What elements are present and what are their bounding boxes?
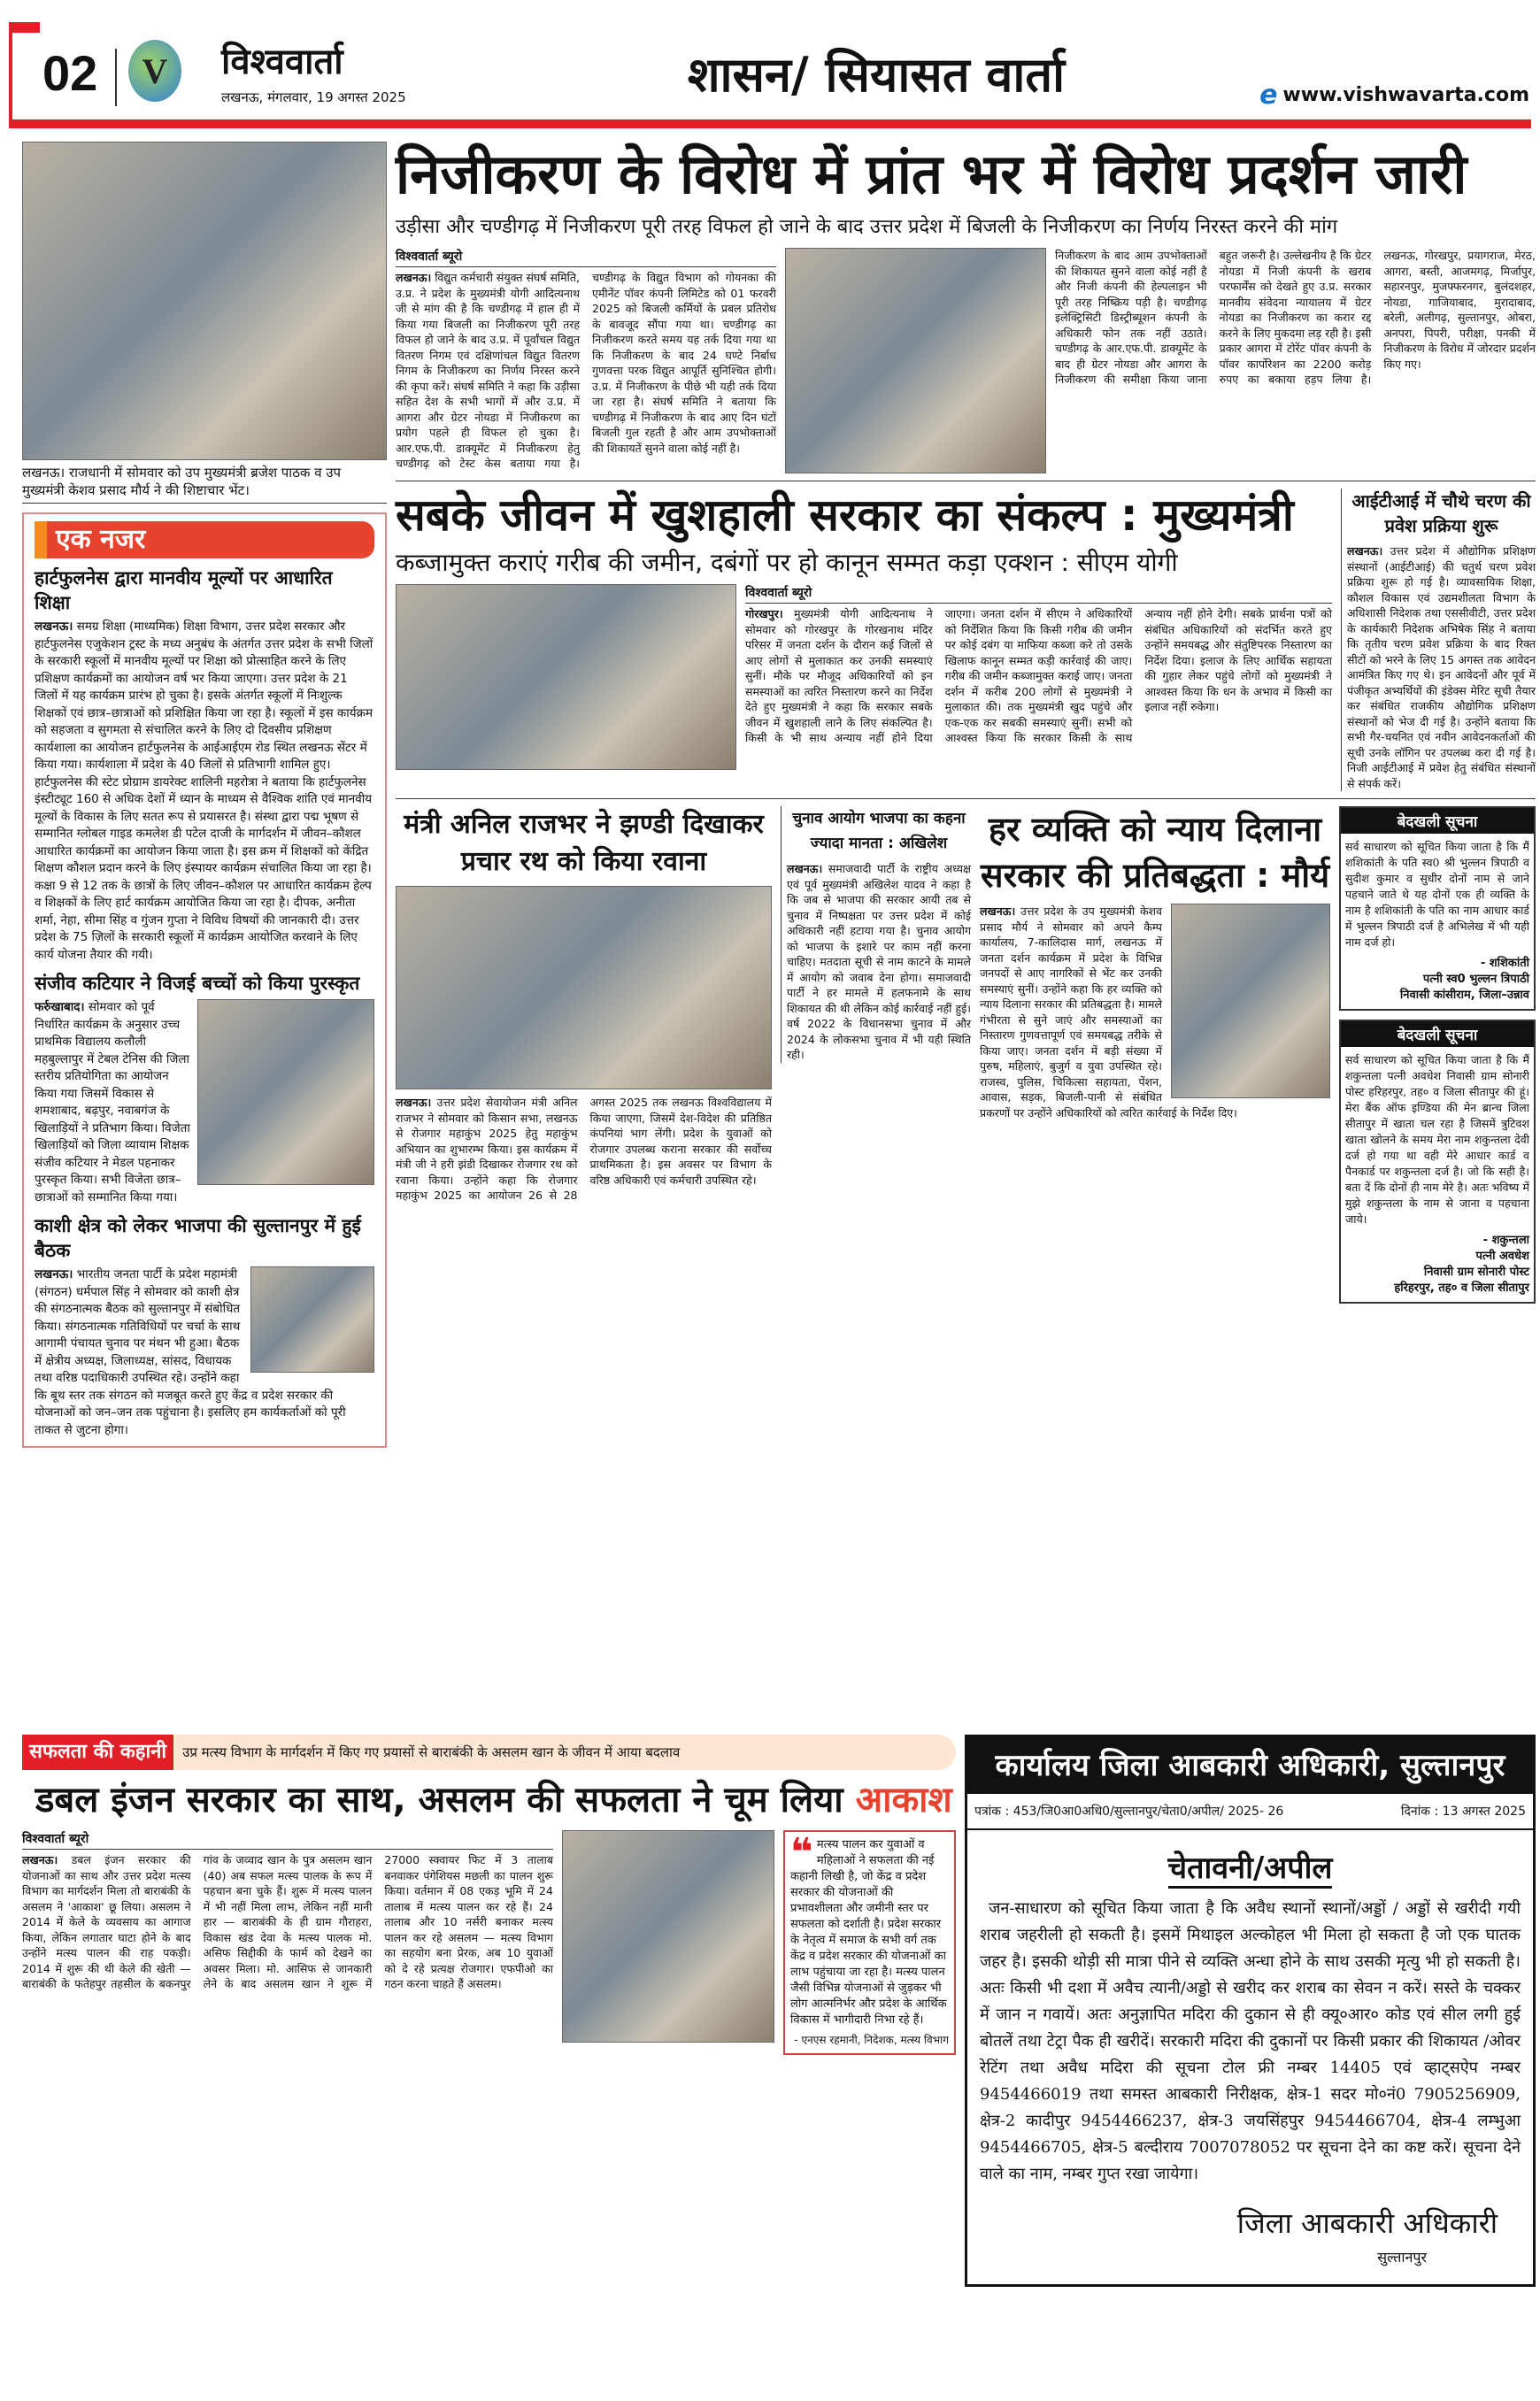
excise-signatory: जिला आबकारी अधिकारी [1236,2206,1498,2240]
cm-headline: सबके जीवन में खुशहाली सरकार का संकल्प : मुख्यमंत्री [396,489,1294,542]
iti-body: लखनऊ। उत्तर प्रदेश में औद्योगिक प्रशिक्षण संस्थानों (आईटीआई) की चतुर्थ चरण प्रवेश प्रक्रिया शुरू हो गई है। व्यावसायिक शिक्षा, कौशल विकास एवं उद्यमशीलता विभाग के अधिशासी निदेशक तथा एससीवीटी, उत्तर प्रदेश के कार्यकारी निदेशक अभिषेक सिंह ने बताया कि तृतीय चरण प्रवेश प्रक्रिया के बाद रिक्त सीटों को भरने के लिए 15 अगस्त तक आवेदन आमंत्रित किए गए थे। इन आवेदनों और पूर्व में पंजीकृत अभ्यर्थियों की इंडेक्स मेरिट सूची तैयार कर संबंधित राजकीय औद्योगिक प्रशिक्षण संस्थानों को भेज दी गई है। उन्होंने बताया कि सभी गैर-चयनित एवं नवीन आवेदनकर्ताओं की सूची उनके लॉगिन पर उपलब्ध करा दी गई है। निजी आईटीआई में प्रवेश हेतु संबंधित संस्थानों से संपर्क करें। [1347,544,1536,790]
excise-signatory-place: सुल्तानपुर [1377,2249,1427,2266]
website-link[interactable] [1259,80,1529,111]
header-bracket [9,22,40,124]
notices-column [1339,806,1536,1312]
excise-notice [965,1735,1536,2287]
success-story-banner [22,1735,956,1770]
maurya-photo [1171,904,1330,1098]
lead-subhead: उड़ीसा और चण्डीगढ़ में निजीकरण पूरी तरह विफल हो जाने के बाद उत्तर प्रदेश में बिजली के निजीकरण का निर्णय निरस्त करने की मांग [396,216,1338,239]
notice-body: सर्व साधारण को सूचित किया जाता है कि मैं शकुन्तला पत्नी अवधेश निवासी ग्राम सोनारी पोस्ट हरिहरपुर, तह० व जिला सीतापुर की हूं। मेरा बैंक ऑफ इण्डिया की मेन ब्रान्च जिला सीतापुर में खाता चल रहा है जिसमें त्रुटिवश खाता खोलने के समय मेरा नाम शकुन्तला देवी दर्ज हो गया था वही मेरे आधार कार्ड व पैनकार्ड पर शकुन्तला दर्ज है। जो कि सही है। बता दें कि दोनों ही नाम मेरे है। अतः भविष्य में मुझे शकुन्तला के नाम से जाना व पहचाना जाये। [1345,1053,1529,1227]
akhilesh-body: लखनऊ। समाजवादी पार्टी के राष्ट्रीय अध्यक्ष एवं पूर्व मुख्यमंत्री अखिलेश यादव ने कहा है कि जब से भाजपा की सरकार आयी तब से चुनाव में निष्पक्षता पर उत्तर प्रदेश में कोई अधिकारी नहीं हटाया गया है। चुनाव आयोग को भाजपा के इशारे पर काम नहीं करना चाहिए। मतदाता सूची से नाम काटने के मामले में आयोग को जवाब देना होगा। समाजवादी पार्टी ने हर मामले में हलफनामे के साथ शिकायत की थी लेकिन कोई कार्रवाई नहीं हुई। वर्ष 2022 के विधानसभा चुनाव में और 2024 के लोकसभा चुनाव में भी यही स्थिति रही। [787,862,971,1062]
bjp-meeting-photo [250,1266,374,1373]
janata-darshan-photo [396,584,736,770]
lead-body-right: निजीकरण के बाद आम उपभोक्ताओं की शिकायत सुनने वाला कोई नहीं है और निजी कंपनी की हेल्पलाइन भी पूरी तरह निष्क्रिय पड़ी है। चण्डीगढ़ इलेक्ट्रिसिटी डिस्ट्रीब्यूशन कंपनी के अधिकारी फोन तक नहीं उठाते। चण्डीगढ़ के आर.एफ.पी. डाक्यूमेंट के बाद ही ग्रेटर नोयडा और आगरा के निजीकरण की समीक्षा किया जाना बहुत जरूरी है। उल्लेखनीय है कि ग्रेटर नोयडा में निजी कंपनी के खराब परफार्मेंस को देखते हुए उ.प्र. सरकार मानवीय संवेदना न्यायालय में ग्रेटर नोयडा का निजीकरण का करार रद्द करने के लिए मुकदमा लड़ रही है। इसी प्रकार आगरा में टोरेंट पॉवर कंपनी के पॉवर कार्पोरेशन का 2200 करोड़ रुपए का बकाया हड़प लिया है। लखनऊ, गोरखपुर, प्रयागराज, मेरठ, आगरा, बस्ती, आजमगढ़, मिर्जापुर, सहारनपुर, मुजफ्फरनगर, बुलंदशहर, नोयडा, गाजियाबाद, मुरादाबाद, बरेली, अलीगढ़, सुल्तानपुर, ओबरा, अनपरा, पिपरी, परीक्षा, पनकी में निजीकरण के विरोध में जोरदार प्रदर्शन किए गए। [1055,249,1536,387]
left-column [22,142,387,1448]
story-headline: हार्टफुलनेस द्वारा मानवीय मूल्यों पर आधारित शिक्षा [35,567,333,613]
byline: विश्ववार्ता ब्यूरो [745,584,1332,604]
right-column [396,142,1536,1312]
cm-body-row [396,584,1332,770]
success-row [22,1830,956,2055]
story-body: लखनऊ। समग्र शिक्षा (माध्यमिक) शिक्षा विभाग, उत्तर प्रदेश सरकार और हार्टफुलनेस एजुकेशन ट्रस्ट के मध्य अनुबंध के अंतर्गत उत्तर प्रदेश के सभी जिलों के सरकारी स्कूलों में मानवीय मूल्यों पर शिक्षा को प्रोत्साहित करने के लिए प्रशिक्षण कार्यक्रमों का आयोजन वर्ष भर किया जाएगा। उत्तर प्रदेश के 21 जिलों में यह कार्यक्रम प्रारंभ हो चुका है। इसके अंतर्गत स्कूलों में निःशुल्क शिक्षकों एवं छात्र–छात्राओं को प्रशिक्षित किया जा रहा है। स्कूलों में इस कार्यक्रम को सहजता व सुगमता से संचालित करने के लिए दो दिवसीय प्रशिक्षण कार्यशाला का आयोजन हार्टफुलनेस के आईआईएम रोड स्थित लखनऊ सेंटर में किया गया। कार्यशाला में प्रदेश के 40 जिलों से प्रतिभागी शामिल हुए। हार्टफुलनेस की स्टेट प्रोग्राम डायरेक्ट शालिनी महरोत्रा ने बताया कि हार्टफुलनेस इंस्टीट्यूट 160 से अधिक देशों में ध्यान के माध्यम से वैश्विक शांति एवं मानवीय मूल्यों के विकास के लिए सतत रूप से प्रयासरत है। संस्था द्वारा पद्म भूषण से सम्मानित ग्लोबल गाइड कमलेश डी पटेल दाजी के मार्गदर्शन में जीवन–कौशल आधारित कार्यक्रमों का आयोजन किया जाता है। इस क्रम में शिक्षकों को केंद्रित शिक्षण कौशल प्रदान करने के लिए इंस्पायर कार्यक्रम संचालित किया जा रहा है। कक्षा 9 से 12 तक के छात्रों के लिए जीवन–कौशल पर आधारित कार्यक्रम हेल्प व शिक्षकों के लिए हार्ट कार्यक्रम आयोजित किया जा रहा है। दीपक, अनीता शर्मा, नेहा, सीमा सिंह व गुंजन गुप्ता ने विविध विषयों की जानकारी दी। उत्तर प्रदेश के 75 ज़िलों के सरकारी स्कूलों में कार्यक्रम आयोजित करवाने के लिए कार्य योजना तैयार की गयी। [35,619,373,962]
ek-nazar-label: एक नजर [35,521,374,558]
success-story-tag: सफलता की कहानी [22,1735,173,1770]
rajbhar-headline: मंत्री अनिल राजभर ने झण्डी दिखाकर प्रचार रथ को किया रवाना [404,809,764,878]
story-headline: संजीव कटियार ने विजई बच्चों को किया पुरस्कृत [35,973,360,994]
notice-signature: - शशिकांती पत्नी स्व0 भुल्लन त्रिपाठी निवासी कांसीराम, जिला–उन्नाव [1399,957,1529,1003]
cm-col-1 [745,584,1332,746]
browser-icon: e [1259,80,1278,111]
akhilesh-story [781,806,971,1063]
cm-body: गोरखपुर। मुख्यमंत्री योगी आदित्यनाथ ने सोमवार को गोरखपुर के गोरखनाथ मंदिर परिसर में जनता दर्शन के दौरान कई जिलों से आए लोगों से मुलाकात कर उनकी समस्याएं सुनीं। मौके पर मौजूद अधिकारियों को इन समस्याओं का त्वरित निस्तारण करने का निर्देश देते हुए मुख्यमंत्री ने कहा कि सरकार सबके जीवन में खुशहाली लाने के लिए संकल्पित है। किसी के भी साथ अन्याय नहीं होने दिया जाएगा। जनता दर्शन में सीएम ने अधिकारियों को निर्देशित किया कि किसी गरीब की जमीन पर कोई दबंग या माफिया कब्जा करे तो उसके खिलाफ कानून सम्मत कड़ी कार्रवाई की जाए। गरीब की जमीन कब्जामुक्त कराई जाए। जनता दर्शन में करीब 200 लोगों से मुख्यमंत्री ने मुलाकात की। तक मुख्यमंत्री खुद पहुंचे और एक-एक कर सबकी समस्याएं सुनीं। सभी को आश्वस्त किया कि सरकार किसी के साथ अन्याय नहीं होने देगी। सबके प्रार्थना पत्रों को संबंधित अधिकारियों को संदर्भित करते हुए उन्होंने समयबद्ध और संतुष्टिपरक निस्तारण का निर्देश दिया। इलाज के लिए आर्थिक सहायता की गुहार लेकर पहुंचे लोगों को मुख्यमंत्री ने आश्वस्त किया कि धन के अभाव में किसी का इलाज नहीं रुकेगा। [745,607,1332,745]
excise-ref-row [967,1794,1533,1830]
akhilesh-headline: चुनाव आयोग भाजपा का कहना ज्यादा मानता : अखिलेश [792,810,966,853]
headline-accent: आकाश [855,1780,952,1820]
photo-caption: लखनऊ। राजधानी में सोमवार को उप मुख्यमंत्री ब्रजेश पाठक व उप मुख्यमंत्री केशव प्रसाद मौर्य ने की शिष्टाचार भेंट। [22,460,387,504]
ek-nazar-box [22,512,387,1448]
maurya-headline: हर व्यक्ति को न्याय दिलाना सरकार की प्रतिबद्धता : मौर्य [980,810,1330,896]
bottom-section [22,1735,1536,2287]
byline: विश्ववार्ता ब्यूरो [22,1830,553,1850]
story-headline: काशी क्षेत्र को लेकर भाजपा की सुल्तानपुर में हुई बैठक [35,1215,361,1261]
success-headline: डबल इंजन सरकार का साथ, असलम की सफलता ने चूम लिया आकाश [35,1780,952,1820]
lead-row [396,248,1536,473]
cm-story [396,489,1332,770]
page-body [22,142,1536,1448]
byline: विश्ववार्ता ब्यूरो [396,248,776,267]
notice-signature: - शकुन्तला पत्नी अवधेश निवासी ग्राम सोनारी पोस्ट हरिहरपुर, तह० व जिला सीतापुर [1394,1234,1529,1296]
iti-story [1341,489,1536,791]
photo-deputy-cms [22,142,387,460]
success-col-1 [22,1830,553,1992]
lead-headline: निजीकरण के विरोध में प्रांत भर में विरोध प्रदर्शन जारी [396,142,1467,206]
lead-body: लखनऊ। विद्युत कर्मचारी संयुक्त संघर्ष समिति, उ.प्र. ने प्रदेश के मुख्यमंत्री योगी आदित्यनाथ जी से मांग की है कि चण्डीगढ़ में हाल ही में किया गया बिजली का निजीकरण पूरी तरह विफल हो जाने के बाद उ.प्र. में पूर्वांचल विद्युत वितरण निगम एवं दक्षिणांचल विद्युत वितरण निगम के निजीकरण का निर्णय निरस्त करने की कृपा करें। संघर्ष समिति ने कहा कि उड़ीसा सहित देश के सभी भागों में और उ.प्र. में आगरा और ग्रेटर नोयडा में निजीकरण का प्रयोग पहले ही विफल हो चुका है। आर.एफ.पी. डाक्यूमेंट में निजीकरण हेतु चण्डीगढ़ को टेस्ट केस बताया गया है। चण्डीगढ़ के विद्युत विभाग को गोयनका की एमीनेंट पॉवर कंपनी लिमिटेड को 01 फरवरी 2025 को बिजली कर्मियों के प्रबल प्रतिरोध के बावजूद सौंपा गया था। चण्डीगढ़ का निजीकरण करते समय यह तर्क दिया गया था कि निजीकरण के बाद 24 घण्टे निर्बाध गुणवत्ता परक विद्युत आपूर्ति सुनिश्चित होगी। उ.प्र. में निजीकरण के पीछे भी यही तर्क दिया जा रहा है। संघर्ष समिति ने बताया कि चण्डीगढ़ में निजीकरण के बाद आए दिन घंटों बिजली गुल रहती है और आम उपभोक्ताओं की शिकायतें सुनने वाला कोई नहीं है। [396,271,776,471]
cm-subhead: कब्जामुक्त कराएं गरीब की जमीन, दबंगों पर हो कानून सम्मत कड़ा एक्शन : सीएम योगी [396,548,1178,578]
quote-author: - एनएस रहमानी, निदेशक, मत्स्य विभाग [794,2034,949,2046]
dateline: लखनऊ, मंगलवार, 19 अगस्त 2025 [221,89,406,105]
notice-title: बेदखली सूचना [1341,808,1534,834]
row-three [396,806,1536,1312]
eviction-notice [1339,806,1536,1011]
success-body: लखनऊ। डबल इंजन सरकार की योजनाओं का साथ और उत्तर प्रदेश मत्स्य विभाग का मार्गदर्शन मिला तो बाराबंकी के असलम ने 'आकाश' छू लिया। असलम ने 2014 में केले के व्यवसाय का आगाज किया, लेकिन लगातार घाटा होने के बाद उन्होंने मत्स्य पालन की राह पकड़ी। 2014 में शुरू की थी केले की खेती — बाराबंकी के फतेहपुर तहसील के बकनपुर गांव के जव्वाद खान के पुत्र असलम खान (40) अब सफल मत्स्य पालक के रूप में पहचान बना चुके हैं। शुरू में मत्स्य पालन में भी नहीं मिला लाभ, लेकिन नहीं मानी हार — बाराबंकी के ही ग्राम गौराहरा, विकास खंड देवा के मत्स्य पालक मो. असिफ सिद्दीकी के फार्म को देखने का अवसर मिला। मो. आसिफ से जानकारी लेने के बाद असलम खान ने शुरू में 27000 स्क्वायर फिट में 3 तालाब बनवाकर पंगेशियस मछली का पालन शुरू किया। वर्तमान में 08 एकड़ भूमि में 24 तालाब में मत्स्य पालन कर रहे हैं। 24 तालाब और 10 नर्सरी बनाकर मत्स्य पालन कर रहे असलम — मत्स्य विभाग का सहयोग बना प्रेरक, अब 10 युवाओं को दे रहे प्रत्यक्ष रोजगार। एफपीओ का गठन करना चाहते हैं असलम। [22,1853,553,1990]
success-story-subhead: उप्र मत्स्य विभाग के मार्गदर्शन में किए गए प्रयासों से बाराबंकी के असलम खान के जीवन में आया बदलाव [182,1744,681,1760]
notice-date: दिनांक : 13 अगस्त 2025 [1400,1805,1526,1819]
pull-quote: ❝ मत्स्य पालन कर युवाओं व महिलाओं ने सफलता की नई कहानी लिखी है, जो केंद्र व प्रदेश सरकार की योजनाओं की प्रभावशीलता और जमीनी स्तर पर सफलता को दर्शाती है। प्रदेश सरकार के नेतृत्व में समाज के सभी वर्ग तक केंद्र व प्रदेश सरकार की योजनाओं का लाभ पहुंचाया जा रहा है। मत्स्य पालन जैसी विभिन्न योजनाओं से जुड़कर भी लोग आत्मनिर्भर और प्रदेश के आर्थिक विकास में भागीदारी निभा रहे हैं। - एनएस रहमानी, निदेशक, मत्स्य विभाग [783,1830,956,2055]
excise-title: चेतावनी/अपील [967,1846,1533,1887]
logo-icon: V [128,40,181,102]
notice-title: बेदखली सूचना [1341,1021,1534,1047]
rath-photo [396,886,772,1089]
protest-photo [785,248,1046,473]
story-body: फर्रुखाबाद। सोमवार को पूर्व निर्धारित कार्यक्रम के अनुसार उच्च प्राथमिक विद्यालय कलौली महबुल्लापुर में टेबल टेनिस की जिला स्तरीय प्रतियोगिता का आयोजन किया गया जिसमें विकास से शमशाबाद, बढ़पुर, नवाबगंज के खिलाड़ियों ने प्रतिभाग किया। विजेता खिलाड़ियों को जिला व्यायाम शिक्षक संजीव कटियार ने मेडल पहनाकर पुरस्कृत किया। सभी विजेता छात्र–छात्राओं को सम्मानित किया गया। [35,1000,190,1204]
ref-number: पत्रांक : 453/जि0आ0अधि0/सुल्तानपुर/चेता0/अपील/ 2025- 26 [974,1805,1284,1819]
section-title: शासन/ सियासत वार्ता [687,47,1066,103]
notice-body: सर्व साधारण को सूचित किया जाता है कि मैं शशिकांती के पति स्व0 श्री भुल्लन त्रिपाठी व सुदीश कुमार व सुधीर दोनों नाम से जाने पहचाने जाते थे यह दोनों एक ही व्यक्ति के नाम है शशिकांती के पति का नाम आधार कार्ड में भुल्लन त्रिपाठी दर्ज है अभिलेख में भी यही नाम दर्ज हो। [1345,840,1529,950]
header-rule [9,119,1531,128]
quote-icon: ❝ [790,1830,813,1875]
website-text: www.vishwavarta.com [1282,84,1529,106]
success-story [22,1735,956,2055]
masthead: विश्ववार्ता [221,42,343,82]
cm-row [396,489,1536,791]
eviction-notice [1339,1020,1536,1304]
story-body: लखनऊ। भारतीय जनता पार्टी के प्रदेश महामंत्री (संगठन) धर्मपाल सिंह ने सोमवार को काशी क्षेत्र की संगठनात्मक बैठक को सुल्तानपुर में संबोधित किया। संगठनात्मक गतिविधियों पर चर्चा के साथ आगामी पंचायत चुनाव पर मंथन भी हुआ। बैठक में क्षेत्रीय अध्यक्ष, जिलाध्यक्ष, सांसद, विधायक तथा वरिष्ठ पदाधिकारी उपस्थित रहे। उन्होंने कहा कि बूथ स्तर तक संगठन को मजबूत करते हुए केंद्र व प्रदेश सरकार की योजनाओं को जन–जन तक पहुंचाना है। इसलिए हम कार्यकर्ताओं को पूरी ताकत से जुटना होगा। [35,1267,346,1437]
lead-col-left [396,248,776,472]
divider [115,49,117,106]
fish-farmer-photo [562,1830,774,2043]
excise-office-title: कार्यालय जिला आबकारी अधिकारी, सुल्तानपुर [967,1737,1533,1794]
maurya-story [980,806,1330,1120]
rajbhar-story [396,806,772,1204]
divider [396,798,1536,799]
table-tennis-photo [197,999,374,1185]
maurya-body: लखनऊ। उत्तर प्रदेश के उप मुख्यमंत्री केशव प्रसाद मौर्य ने सोमवार को अपने कैम्प कार्यालय, 7-कालिदास मार्ग, लखनऊ में जनता दर्शन कार्यक्रम में प्रदेश के विभिन्न जनपदों से आए नागरिकों से भेंट कर उनकी समस्याएं सुनीं। उन्होंने कहा कि हर व्यक्ति को न्याय दिलाना सरकार की प्रतिबद्धता है। मामले गंभीरता से सुने जाएं और समस्याओं का निस्तारण गुणवत्तापूर्ण एवं समयबद्ध तरीके से किया जाए। जनता दर्शन में बड़ी संख्या में पुरुष, महिलाएं, बुजुर्ग व युवा उपस्थित रहे। राजस्व, पुलिस, चिकित्सा सहायता, पेंशन, आवास, सड़क, बिजली-पानी से संबंधित प्रकरणों पर उन्होंने अधिकारियों को त्वरित कार्रवाई के निर्देश दिए। [980,904,1237,1120]
rajbhar-body: लखनऊ। उत्तर प्रदेश सेवायोजन मंत्री अनिल राजभर ने सोमवार को किसान सभा, लखनऊ से रोजगार महाकुंभ 2025 हेतु महाकुंभ अभियान का शुभारम्भ किया। इस कार्यक्रम में मंत्री जी ने हरी झंडी दिखाकर रोजगार रथ को रवाना किया। उन्होंने कहा कि रोजगार महाकुंभ 2025 का आयोजन 26 से 28 अगस्त 2025 तक लखनऊ विश्वविद्यालय में किया जाएगा, जिसमें देश-विदेश की प्रतिष्ठित कंपनियां भाग लेंगी। प्रदेश के युवाओं को रोजगार उपलब्ध कराना सरकार की सर्वोच्च प्राथमिकता है। इस अवसर पर विभाग के वरिष्ठ अधिकारी एवं कर्मचारी उपस्थित रहे। [396,1096,772,1203]
excise-body: जन-साधारण को सूचित किया जाता है कि अवैध स्थानों स्थानों/अड्डों / अड्डों से खरीदी गयी शराब जहरीली हो सकती है। इसमें मिथाइल अल्कोहल भी मिला हो सकता है जो एक घातक जहर है। इसकी थोड़ी सी मात्रा पीने से व्यक्ति अन्धा होने के साथ उसकी मृत्यु भी हो सकती है। अतः किसी भी दशा में अवैच त्यानी/अड्डो से खरीद कर शराब का सेवन न करें। सस्ते के चक्कर में जान न गवायें। अतः अनुज्ञापित मदिरा की दुकान से ही क्यू०आर० कोड एवं सील लगी हुई बोतलें तथा टेट्रा पैक ही खरीदें। सरकारी मदिरा की दुकानों पर किसी प्रकार की शिकायत /ओवर रेटिंग तथा अवैध मदिरा की सूचना टोल फ्री नम्बर 14405 एवं व्हाट्सऐप नम्बर 9454466019 तथा समस्त आबकारी निरीक्षक, क्षेत्र-1 सदर मो०नं0 7905256909, क्षेत्र-2 कादीपुर 9454466237, क्षेत्र-3 जयसिंहपुर 9454466704, क्षेत्र-4 लम्भुआ 9454466705, क्षेत्र-5 बल्दीराय 7007078052 पर सूचना देने का कष्ट करें। सूचना देने वाले का नाम, नम्बर गुप्त रखा जायेगा। [980,1899,1521,2183]
iti-headline: आईटीआई में चौथे चरण की प्रवेश प्रक्रिया शुरू [1351,490,1531,537]
page-number: 02 [42,45,98,101]
